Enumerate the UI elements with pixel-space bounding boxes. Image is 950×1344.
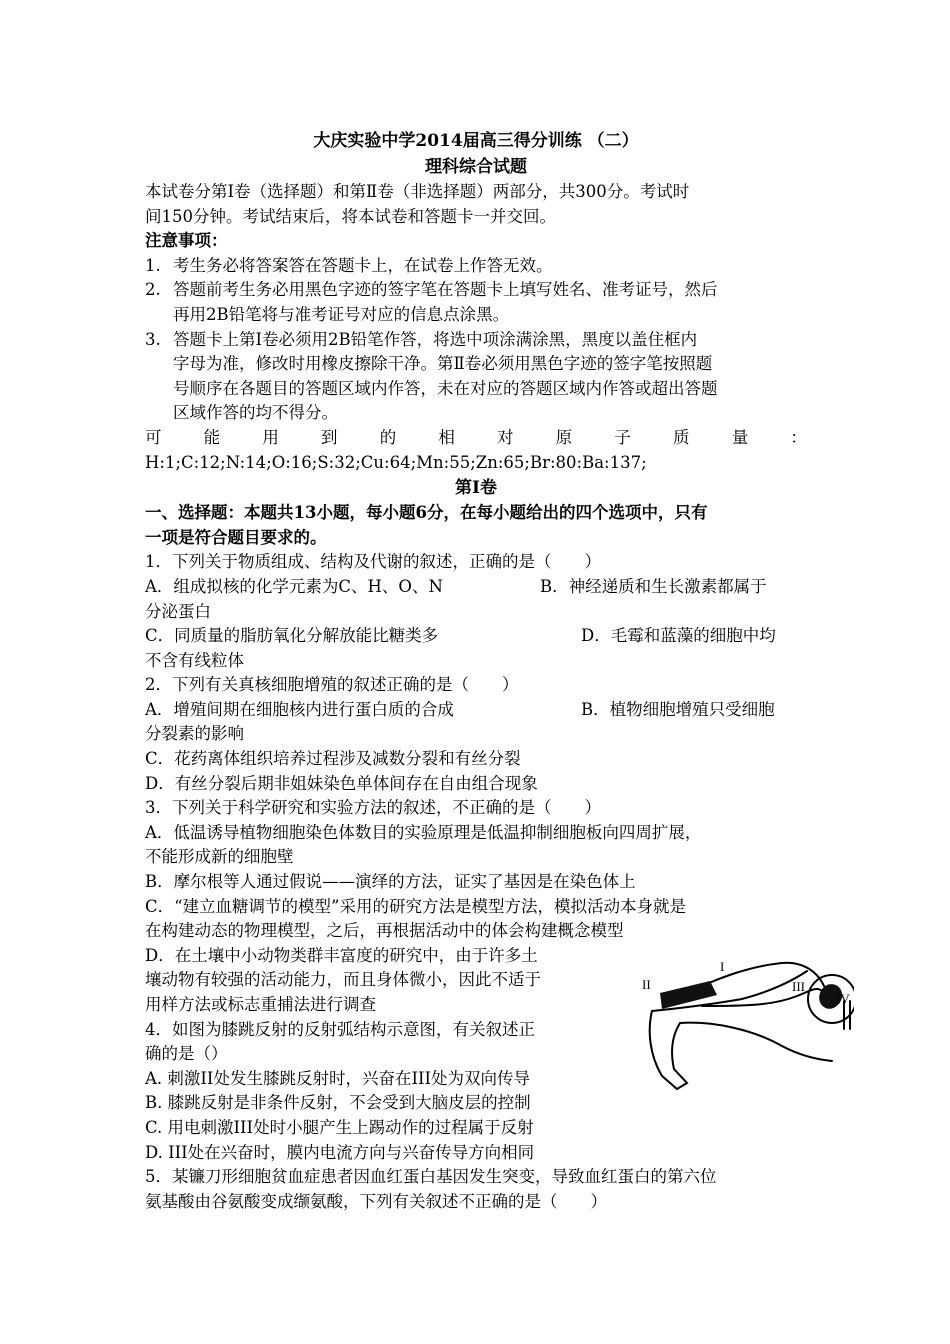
q4-stem-2: 确的是（） (145, 1044, 228, 1064)
q1-option-a: A．组成拟核的化学元素为C、H、O、N (145, 576, 443, 596)
atomic-char: 可 (145, 427, 162, 447)
atomic-char: 原 (555, 427, 573, 447)
notice-text-3-1: 答题卡上第Ⅰ卷必须用2B铅笔作答，将选中项涂满涂黑，黑度以盖住框内 (173, 329, 698, 349)
q1-row-ab (145, 575, 807, 600)
q2-option-a: A．增殖间期在细胞核内进行蛋白质的合成 (145, 699, 454, 719)
q1-option-b: B．神经递质和生长激素都属于 (540, 576, 767, 596)
label-i: I (720, 959, 725, 974)
atomic-char: ： (790, 427, 807, 447)
notice-text-3-3: 号顺序在各题目的答题区域内作答，未在对应的答题区域内作答或超出答题 (173, 378, 718, 398)
section-title: 第Ⅰ卷 (455, 478, 497, 499)
q1-option-b-cont: 分泌蛋白 (145, 601, 211, 621)
q3-option-d-3: 用样方法或标志重捕法进行调查 (145, 995, 376, 1014)
q3-option-d-1: D．在土壤中小动物类群丰富度的研究中，由于许多土 (145, 945, 538, 965)
q4-option-b: B. 膝跳反射是非条件反射，不会受到大脑皮层的控制 (145, 1093, 531, 1113)
q3-option-c-2: 在构建动态的物理模型，之后，再根据活动中的体会构建概念模型 (145, 921, 624, 941)
q1-option-d-cont: 不含有线粒体 (145, 650, 244, 670)
q3-option-b: B．摩尔根等人通过假说——演绎的方法，证实了基因是在染色体上 (145, 872, 636, 892)
q2-row-ab (145, 698, 807, 723)
atomic-char: 量 (731, 427, 749, 447)
exam-title: 大庆实验中学2014届高三得分训练 （二） (313, 131, 639, 151)
atomic-char: 用 (262, 427, 279, 447)
q3-option-c-1: C．“建立血糖调节的模型”采用的研究方法是模型方法，模拟活动本身就是 (145, 896, 686, 916)
section-instruction-2: 一项是符合题目要求的。 (145, 527, 327, 547)
intro-line-1 (145, 180, 807, 205)
atomic-char: 对 (497, 427, 514, 447)
notice-text-1-1: 考生务必将答案答在答题卡上，在试卷上作答无效。 (173, 255, 553, 275)
thigh-lower-outline (680, 1023, 832, 1061)
q2-option-c: C．花药离体组织培养过程涉及减数分裂和有丝分裂 (145, 749, 521, 769)
q5-stem-1: 5．某镰刀形细胞贫血症患者因血红蛋白基因发生突变，导致血红蛋白的第六位 (145, 1167, 717, 1187)
notice-text-2-1: 答题前考生务必用黑色字迹的签字笔在答题卡上填写姓名、准考证号，然后 (173, 280, 718, 300)
notice-num-2: 2. (145, 280, 161, 300)
notice-item-1 (145, 254, 807, 279)
section-instruction-1: 一、选择题：本题共13小题，每小题6分，在每小题给出的四个选项中，只有 (145, 503, 708, 523)
notice-text-3-2: 字母为准，修改时用橡皮擦除干净。第Ⅱ卷必须用黑色字迹的签字笔按照题 (173, 354, 713, 374)
q2-option-d: D．有丝分裂后期非姐妹染色单体间存在自由组合现象 (145, 773, 538, 793)
q4-option-d: D. III处在兴奋时，膜内电流方向与兴奋传导方向相同 (145, 1142, 535, 1162)
notice-heading: 注意事项： (145, 231, 228, 251)
label-ii: II (642, 977, 651, 992)
intro-text-1: 本试卷分第Ⅰ卷（选择题）和第Ⅱ卷（非选择题）两部分，共300分。考试时 (145, 182, 690, 201)
q1-option-c: C．同质量的脂肪氧化分解放能比糖类多 (145, 626, 439, 646)
q2-option-b-cont: 分裂素的影响 (145, 724, 244, 744)
q1-option-d: D．毛霉和蓝藻的细胞中均 (581, 626, 776, 646)
q4-option-c: C. 用电刺激III处时小腿产生上踢动作的过程属于反射 (145, 1117, 534, 1137)
q3-option-d-2: 壤动物有较强的活动能力，而且身体微小，因此不适于 (145, 970, 541, 990)
atomic-char: 相 (438, 427, 455, 447)
exam-subtitle: 理科综合试题 (425, 157, 527, 177)
notice-item-2 (145, 278, 807, 327)
notice-text-3-4: 区域作答的均不得分。 (173, 403, 338, 423)
q1-row-cd (145, 624, 807, 649)
q4-stem-1: 4．如图为膝跳反射的反射弧结构示意图，有关叙述正 (145, 1019, 535, 1039)
atomic-char: 到 (321, 427, 338, 447)
q1-stem: 1．下列关于物质组成、结构及代谢的叙述，正确的是（ ） (145, 552, 601, 572)
atomic-mass-label (145, 426, 807, 451)
atomic-char: 能 (203, 427, 221, 447)
notice-num-3: 3. (145, 329, 161, 349)
q3-option-a-1: A．低温诱导植物细胞染色体数目的实验原理是低温抑制细胞板向四周扩展， (145, 822, 702, 842)
label-iv: IV (836, 991, 850, 1006)
intro-line-2: 间150分钟。考试结束后，将本试卷和答题卡一并交回。 (145, 206, 556, 226)
q2-stem: 2．下列有关真核细胞增殖的叙述正确的是（ ） (145, 675, 519, 695)
notice-item-3 (145, 328, 807, 426)
notice-text-2-2: 再用2B铅笔将与准考证号对应的信息点涂黑。 (173, 304, 510, 324)
reflex-arc-figure (632, 951, 854, 1091)
atomic-mass-values: H:1;C:12;N:14;O:16;S:32;Cu:64;Mn:55;Zn:65;Br:80:Ba:137; (145, 452, 647, 472)
atomic-char: 子 (614, 427, 631, 447)
q3-stem: 3．下列关于科学研究和实验方法的叙述，不正确的是（ ） (145, 798, 601, 818)
q3-option-a-2: 不能形成新的细胞壁 (145, 847, 294, 867)
atomic-char: 质 (673, 427, 690, 447)
atomic-char: 的 (379, 427, 397, 447)
q5-stem-2: 氨基酸由谷氨酸变成缬氨酸，下列有关叙述不正确的是（ ） (145, 1191, 607, 1211)
label-iii: III (792, 979, 805, 994)
q2-option-b: B．植物细胞增殖只受细胞 (581, 699, 775, 719)
notice-num-1: 1. (145, 255, 161, 275)
q4-option-a: A. 刺激II处发生膝跳反射时，兴奋在III处为双向传导 (145, 1068, 530, 1088)
